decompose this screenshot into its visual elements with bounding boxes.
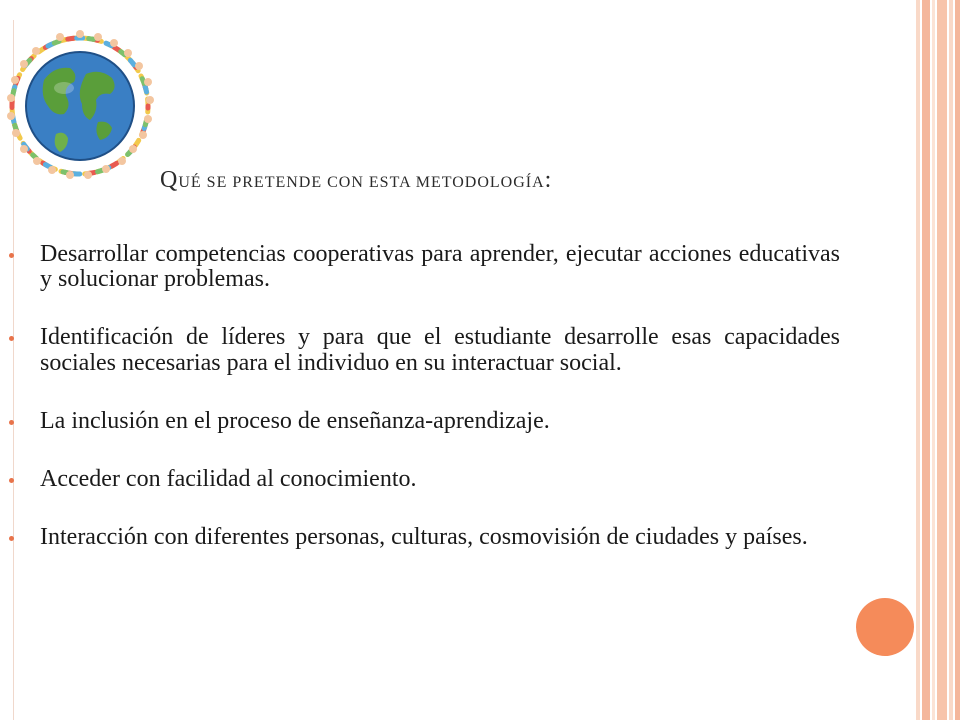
stripe <box>932 0 935 720</box>
stripe <box>922 0 930 720</box>
bullet-item: Interacción con diferentes personas, culturas, cosmovisión de ciudades y países. <box>40 525 840 550</box>
stripe <box>955 0 960 720</box>
right-decorative-stripes <box>916 0 960 720</box>
bullet-item: Identificación de líderes y para que el estudiante desarrolle esas capacidades sociales necesarias para el individuo en su interactuar social. <box>40 324 840 376</box>
stripe <box>916 0 920 720</box>
bullet-item: La inclusión en el proceso de enseñanza-aprendizaje. <box>40 409 840 434</box>
stripe <box>937 0 947 720</box>
bullet-list <box>40 242 840 550</box>
accent-circle <box>856 598 914 656</box>
bullet-item: Acceder con facilidad al conocimiento. <box>40 467 840 492</box>
title-rest: UÉ SE PRETENDE CON ESTA METODOLOGÍA <box>178 174 545 191</box>
globe-children-icon <box>0 18 160 188</box>
slide-title <box>160 158 552 195</box>
title-first-letter: Q <box>160 167 179 193</box>
stripe <box>949 0 953 720</box>
bullet-item: Desarrollar competencias cooperativas para aprender, ejecutar acciones educativas y solucionar problemas. <box>40 241 840 293</box>
title-colon: : <box>544 167 553 193</box>
